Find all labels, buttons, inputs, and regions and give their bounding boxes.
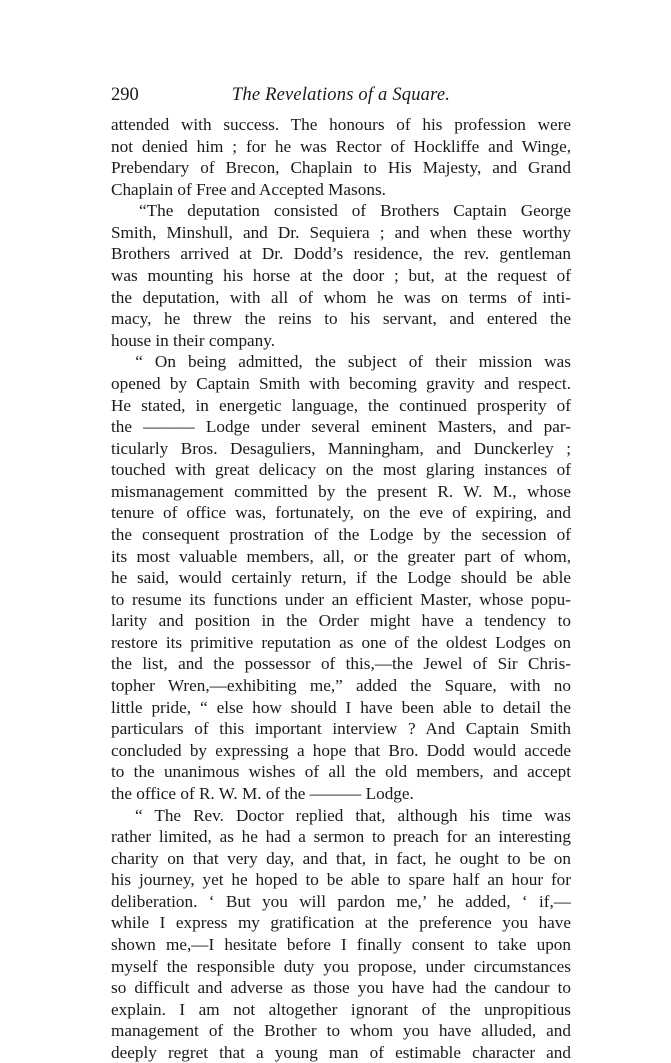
text-line: the ——— Lodge under several eminent Masters, and par- xyxy=(111,417,571,437)
text-line: so difficult and adverse as those you have had the candour to xyxy=(111,978,571,998)
text-line: touched with great delicacy on the most glaring instances of xyxy=(111,460,571,480)
text-line: He stated, in energetic language, the continued prosperity of xyxy=(111,395,571,415)
text-line: deliberation. ‘ But you will pardon me,’ he added, ‘ if,— xyxy=(111,891,571,911)
text-line: Chaplain of Free and Accepted Masons. xyxy=(111,179,386,199)
text-line: the list, and the possessor of this,—the Jewel of Sir Chris- xyxy=(111,654,571,674)
text-line: Brothers arrived at Dr. Dodd’s residence, the rev. gentleman xyxy=(111,244,571,264)
text-line: to the unanimous wishes of all the old members, and accept xyxy=(111,762,571,782)
text-line: he said, would certainly return, if the Lodge should be able xyxy=(111,568,571,588)
text-line: concluded by expressing a hope that Bro. Dodd would accede xyxy=(111,740,571,760)
text-line: shown me,—I hesitate before I finally consent to take upon xyxy=(111,934,571,954)
text-line: topher Wren,—exhibiting me,” added the Square, with no xyxy=(111,676,571,696)
running-title: The Revelations of a Square. xyxy=(231,85,451,105)
text-line: Prebendary of Brecon, Chaplain to His Majesty, and Grand xyxy=(111,158,571,178)
text-line: to resume its functions under an efficient Master, whose popu- xyxy=(111,589,571,609)
text-line: its most valuable members, all, or the greater part of whom, xyxy=(111,546,571,566)
text-line: particulars of this important interview ? And Captain Smith xyxy=(111,719,571,739)
text-line: his journey, yet he hoped to be able to spare half an hour for xyxy=(111,870,571,890)
text-line: deeply regret that a young man of estimable character and xyxy=(111,1042,571,1062)
book-page xyxy=(111,82,571,1063)
text-line: the deputation, with all of whom he was on terms of inti- xyxy=(111,287,571,307)
text-line: myself the responsible duty you propose, under circumstances xyxy=(111,956,571,976)
text-line: “ On being admitted, the subject of their mission was xyxy=(111,352,571,372)
text-line: rather limited, as he had a sermon to preach for an interesting xyxy=(111,827,571,847)
text-line: the office of R. W. M. of the ——— Lodge. xyxy=(111,783,414,803)
text-line: the consequent prostration of the Lodge by the secession of xyxy=(111,524,571,544)
page-number: 290 xyxy=(111,85,139,105)
body-text xyxy=(111,114,571,1063)
text-line: macy, he threw the reins to his servant, and entered the xyxy=(111,309,571,329)
text-line: larity and position in the Order might have a tendency to xyxy=(111,611,571,631)
text-line: house in their company. xyxy=(111,330,276,350)
text-line: while I express my gratification at the preference you have xyxy=(111,913,571,933)
text-line: little pride, “ else how should I have been able to detail the xyxy=(111,697,571,717)
text-line: restore its primitive reputation as one of the oldest Lodges on xyxy=(111,632,571,652)
text-line: “ The Rev. Doctor replied that, although his time was xyxy=(111,805,571,825)
text-line: not denied him ; for he was Rector of Hockliffe and Winge, xyxy=(111,136,571,156)
text-line: Smith, Minshull, and Dr. Sequiera ; and when these worthy xyxy=(111,222,571,242)
text-line: “The deputation consisted of Brothers Captain George xyxy=(111,201,571,221)
text-line: explain. I am not altogether ignorant of the unpropitious xyxy=(111,999,571,1019)
text-line: tenure of office was, fortunately, on the eve of expiring, and xyxy=(111,503,571,523)
text-line: was mounting his horse at the door ; but, at the request of xyxy=(111,266,571,286)
text-line: attended with success. The honours of his profession were xyxy=(111,115,571,134)
text-line: opened by Captain Smith with becoming gravity and respect. xyxy=(111,373,571,393)
page-header xyxy=(111,82,571,108)
text-line: mismanagement committed by the present R. W. M., whose xyxy=(111,481,571,501)
text-line: ticularly Bros. Desaguliers, Manningham, and Dunckerley ; xyxy=(111,438,571,458)
text-line: charity on that very day, and that, in fact, he ought to be on xyxy=(111,848,571,868)
text-line: management of the Brother to whom you have alluded, and xyxy=(111,1021,571,1041)
